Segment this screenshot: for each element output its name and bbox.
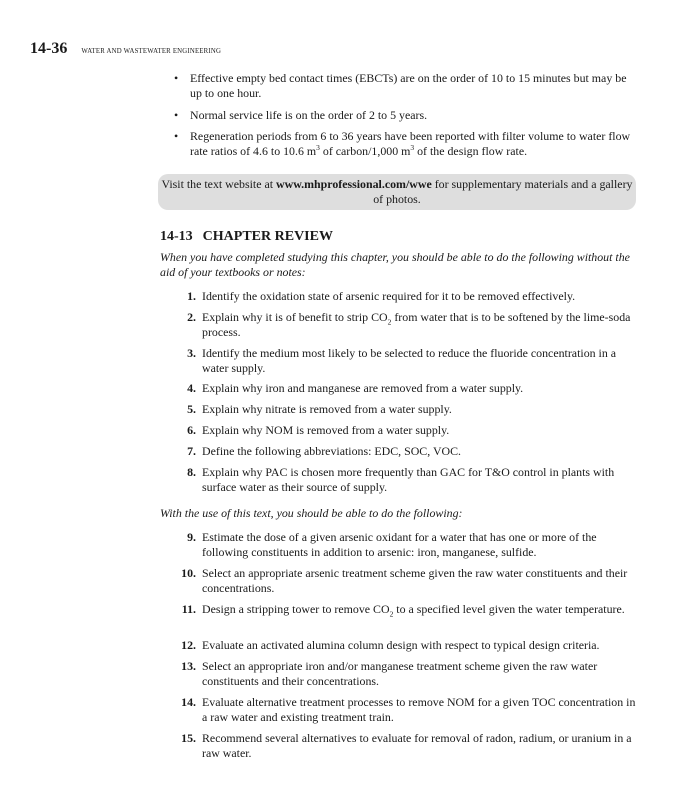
bullet-item xyxy=(174,71,640,101)
review-item: 1. Identify the oxidation state of arsenic required for it to be removed effectively. xyxy=(187,289,576,303)
bullet-item xyxy=(174,129,640,159)
website-link[interactable]: www.mhprofessional.com/wwe xyxy=(276,177,432,191)
review-item: 4. Explain why iron and manganese are removed from a water supply. xyxy=(187,381,524,395)
section-title: CHAPTER REVIEW xyxy=(202,229,333,244)
bullet-text: Regeneration periods from 6 to 36 years have been reported with filter volume to water flow rate ratios of 4.6 to 10.6 $m^3$ of carbon/1,000 $m^3$ of the design flow rate. xyxy=(190,129,631,158)
page-header xyxy=(30,40,221,58)
review-item: 13. Select an appropriate iron and/or manganese treatment scheme given the raw water constituents and their concentrations. xyxy=(181,659,598,688)
review-item: 8. Explain why PAC is chosen more frequently than GAC for T&O control in plants with surface water as their source of supply. xyxy=(187,465,615,494)
review-item: 11. Design a stripping tower to remove $CO_2$ to a specified level given the water temperature. xyxy=(181,602,625,619)
review-item: 6. Explain why NOM is removed from a water supply. xyxy=(187,423,450,437)
review-item: 14. Evaluate alternative treatment processes to remove NOM for a given TOC concentration in a raw water and existing treatment train. xyxy=(181,695,636,724)
review-intro-2: With the use of this text, you should be able to do the following: xyxy=(160,506,463,520)
bullet-text: Effective empty bed contact times (EBCTs) are on the order of 10 to 15 minutes but may be up to one hour. xyxy=(190,71,627,100)
review-item: 5. Explain why nitrate is removed from a water supply. xyxy=(187,402,452,416)
review-item: 9. Estimate the dose of a given arsenic oxidant for a water that has one or more of the following constituents in addition to arsenic: iron, manganese, sulfide. xyxy=(187,530,597,559)
bullet-icon: • xyxy=(174,108,179,122)
bullet-item xyxy=(174,108,640,123)
review-intro: When you have completed studying this chapter, you should be able to do the following without the aid of your textbooks or notes: xyxy=(160,250,630,279)
review-item: 2. Explain why it is of benefit to strip $CO_2$ from water that is to be softened by the lime-soda process. xyxy=(187,310,631,339)
review-item: 15. Recommend several alternatives to evaluate for removal of radon, radium, or uranium in a raw water. xyxy=(181,731,632,760)
running-title: WATER AND WASTEWATER ENGINEERING xyxy=(81,48,222,55)
review-item: 7. Define the following abbreviations: EDC, SOC, VOC. xyxy=(187,444,462,458)
review-item: 3. Identify the medium most likely to be selected to reduce the fluoride concentration in a water supply. xyxy=(187,346,617,375)
section-heading xyxy=(160,229,333,245)
page-number: 14-36 xyxy=(30,40,68,57)
review-item: 10. Select an appropriate arsenic treatment scheme given the raw water constituents and their concentrations. xyxy=(181,566,628,595)
bullet-icon: • xyxy=(174,71,179,85)
review-item: 12. Evaluate an activated alumina column design with respect to typical design criteria. xyxy=(181,638,600,652)
bullet-text: Normal service life is on the order of 2 to 5 years. xyxy=(190,108,428,122)
bullet-icon: • xyxy=(174,129,179,143)
section-number: 14-13 xyxy=(160,229,193,244)
website-note-box: Visit the text website at www.mhprofessional.com/wwe for supplementary materials and a gallery of photos. xyxy=(158,174,636,210)
